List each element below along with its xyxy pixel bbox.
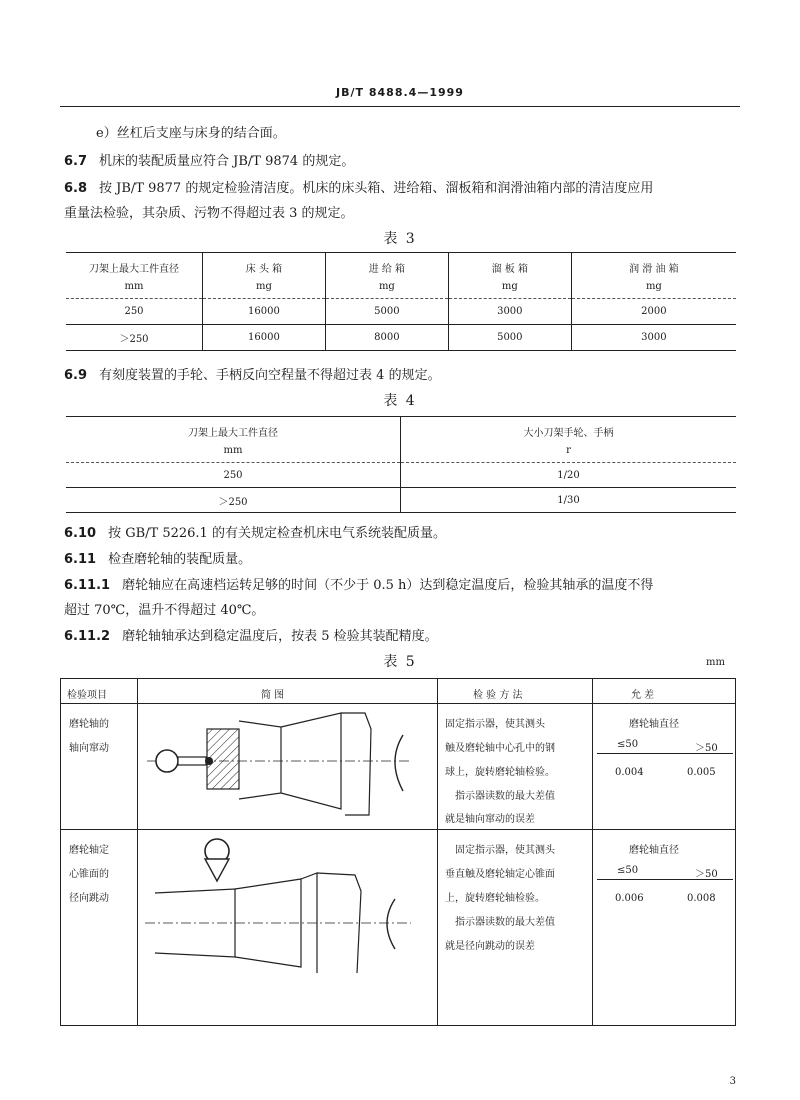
table-4-caption: 表 4 [383,393,417,409]
table-cell: 3000 [571,325,736,351]
tol-class-2: ＞50 [695,869,718,880]
standard-header: JB/T 8488.4—1999 [60,86,740,107]
paragraph-e: e）丝杠后支座与床身的结合面。 [96,126,286,141]
tol-value-2: 0.008 [687,893,716,904]
header-figure: 简 图 [261,690,285,701]
table-cell: 16000 [203,299,326,325]
section-6-10 [64,522,446,541]
header-cell: 润 滑 油 箱 mg [571,253,736,299]
tol-value-2: 0.005 [687,767,716,778]
table-4 [66,416,736,513]
axial-runout-diagram [141,707,433,827]
section-text: 磨轮轴应在高速档运转足够的时间（不少于 0.5 h）达到稳定温度后，检验其轴承的温度不得 [122,578,654,593]
method-line: 垂直触及磨轮轴定心锥面 [445,869,555,880]
row-divider [61,829,735,830]
method-line: 固定指示器，使其测头 [445,719,545,730]
table-cell: ＞250 [119,334,149,345]
table-cell: 2000 [571,299,736,325]
table-5-unit: mm [706,657,725,668]
table-row [66,488,736,513]
tol-value-1: 0.004 [615,767,644,778]
header-cell: 大小刀架手轮、手柄 r [401,417,737,463]
item-radial-3: 径向跳动 [69,893,109,904]
item-axial-1: 磨轮轴的 [69,719,109,730]
table-cell: 3000 [448,299,571,325]
column-divider [437,679,438,1025]
section-text: 有刻度装置的手轮、手柄反向空程量不得超过表 4 的规定。 [99,368,441,383]
item-radial-1: 磨轮轴定 [69,845,109,856]
method-line: 球上，旋转磨轮轴检验。 [445,767,555,778]
section-text: 机床的装配质量应符合 JB/T 9874 的规定。 [99,154,355,169]
section-text: 按 GB/T 5226.1 的有关规定检查机床电气系统装配质量。 [108,526,446,541]
section-text: 检查磨轮轴的装配质量。 [108,552,252,567]
section-6-11-2 [64,625,438,644]
header-item: 检验项目 [67,690,107,701]
table-row [66,463,736,488]
table-cell: ＞250 [218,496,248,508]
section-6-7 [64,150,354,169]
tol-title: 磨轮轴直径 [629,845,679,856]
item-axial-2: 轴向窜动 [69,743,109,754]
table-cell: 8000 [325,325,448,351]
section-number: 6.8 [64,181,88,196]
section-text: 按 JB/T 9877 的规定检验清洁度。机床的床头箱、进给箱、溜板箱和润滑油箱内部的清洁度应用 [99,181,654,196]
table-cell: 1/30 [401,488,737,513]
section-6-9 [64,364,441,383]
indicator-stem [178,757,206,765]
method-line: 就是轴向窜动的误差 [445,814,535,825]
table-row [66,299,736,325]
method-line: 指示器读数的最大差值 [455,917,555,928]
section-6-11 [64,548,251,567]
section-number: 6.11 [64,552,97,567]
header-tolerance: 允 差 [631,690,655,701]
tol-class-1: ≤50 [617,739,639,750]
wheel-arc [387,899,395,949]
dial-indicator-icon [156,750,178,772]
item-radial-2: 心锥面的 [69,869,109,880]
table-cell: 250 [66,299,203,325]
header-cell: 床 头 箱 mg [203,253,326,299]
section-number: 6.11.2 [64,629,111,644]
table-3-caption: 表 3 [383,231,417,247]
method-line: 上，旋转磨轮轴检验。 [445,893,545,904]
section-6-11-1-cont: 超过 70℃，温升不得超过 40℃。 [64,603,265,618]
column-divider [137,679,138,1025]
table-cell: 5000 [448,325,571,351]
section-number: 6.7 [64,154,88,169]
section-6-8 [64,177,653,196]
spindle-body [239,721,281,799]
method-line: 指示器读数的最大差值 [455,791,555,802]
method-line: 触及磨轮轴中心孔中的钢 [445,743,555,754]
header-cell: 进 给 箱 mg [325,253,448,299]
radial-runout-diagram [141,833,433,973]
header-cell: 溜 板 箱 mg [448,253,571,299]
tol-title: 磨轮轴直径 [629,719,679,730]
table-header-row [66,417,736,463]
wheel-arc [395,735,403,791]
column-divider [592,679,593,1025]
section-6-8-cont: 重量法检验，其杂质、污物不得超过表 3 的规定。 [64,206,354,221]
steel-ball-icon [205,757,213,765]
table-5 [60,678,736,1026]
table-cell: 5000 [325,299,448,325]
indicator-tip-icon [205,859,229,881]
section-text: 磨轮轴轴承达到稳定温度后，按表 5 检验其装配精度。 [122,629,438,644]
table-cell: 16000 [203,325,326,351]
table-cell: 250 [66,463,401,488]
tol-value-1: 0.006 [615,893,644,904]
method-line: 固定指示器，使其测头 [455,845,555,856]
section-number: 6.9 [64,368,88,383]
header-method: 检 验 方 法 [473,690,523,701]
header-cell: 刀架上最大工件直径 mm [66,417,401,463]
table-3 [66,252,736,351]
table-header-row [66,253,736,299]
tol-class-1: ≤50 [617,865,639,876]
row-divider [61,703,735,704]
tol-class-2: ＞50 [695,743,718,754]
header-cell: 刀架上最大工件直径 mm [66,253,203,299]
section-6-11-1 [64,574,653,593]
page-number: 3 [729,1076,736,1087]
spindle-end [341,713,371,815]
section-number: 6.11.1 [64,578,111,593]
method-line: 就是径向跳动的误差 [445,941,535,952]
section-number: 6.10 [64,526,97,541]
table-5-caption: 表 5 [383,654,417,670]
table-cell: 1/20 [401,463,737,488]
table-row [66,325,736,351]
